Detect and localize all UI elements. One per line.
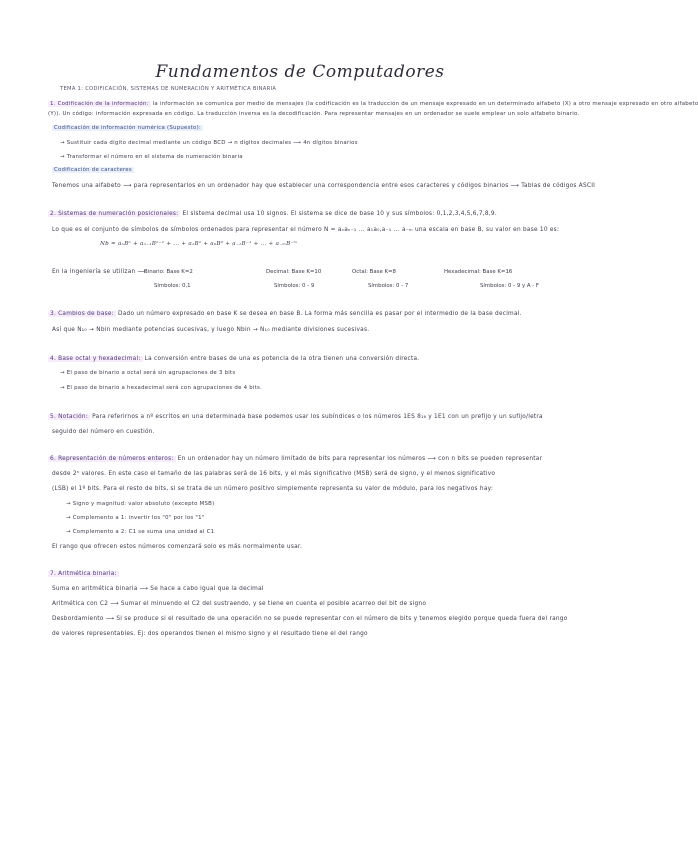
- section-3-line-2: Así que N₁₀ → Nbin mediante potencias sucesivas, y luego Nbin → N₁₀ mediante divisiones sucesivas.: [52, 327, 370, 333]
- section-2-line-1: 2. Sistemas de numeración posicionales: El sistema decimal usa 10 signos. El sistema se dice de base 10 y sus símbolos: 0,1,2,3,4,5,6,7,8,9.: [50, 211, 497, 217]
- page-subtitle: TEMA 1: CODIFICACIÓN, SISTEMAS DE NUMERACIÓN Y ARITMÉTICA BINARIA: [60, 86, 277, 92]
- section-1-line-3: Tenemos una alfabeto ⟶ para representarlos en un ordenador hay que establecer una correspondencia entre esos caracteres y códigos binarios ⟶ Tablas de códigos ASCII: [52, 183, 596, 189]
- section-5-line-1: 5. Notación: Para referirnos a nº escritos en una determinada base podemos usar los subíndices o los números 1ES 8₁₆ y 1E1 con un prefijo y un sufijo/letra: [50, 414, 543, 420]
- section-4-bullet-1: → El paso de binario a octal será sin agrupaciones de 3 bits: [60, 370, 236, 376]
- section-4-bullet-2: → El paso de binario a hexadecimal será con agrupaciones de 4 bits.: [60, 385, 263, 391]
- section-5-line-2: seguido del número en cuestión.: [52, 429, 155, 435]
- section-6-heading: 6. Representación de números enteros:: [50, 456, 174, 462]
- section-1-bullet-1: → Sustituir cada dígito decimal mediante un código BCD → n dígitos decimales ⟶ 4n dígitos binarios: [60, 140, 358, 146]
- section-6-line-1: 6. Representación de números enteros: En un ordenador hay un número limitado de bits para representar los números ⟶ con n bits se pueden representar: [50, 456, 543, 462]
- section-6-line-4: El rango que ofrecen estos números comenzará solo es más normalmente usar.: [52, 544, 303, 550]
- section-4-line-1: 4. Base octal y hexadecimal: La conversión entre bases de una es potencia de la otra tienen una conversión directa.: [50, 356, 420, 362]
- section-1-sub-1: Codificación de información numérica (Supuesto):: [54, 125, 201, 131]
- base-decimal: Decimal: Base K=10 Símbolos: 0 - 9: [266, 269, 322, 289]
- section-7-line-1: Suma en aritmética binaria ⟶ Se hace a cabo igual que la decimal: [52, 586, 264, 592]
- section-6-bullet-1: → Signo y magnitud: valor absoluto (excepto MSB): [66, 501, 215, 507]
- section-6-bullet-3: → Complemento a 2: C1 se suma una unidad al C1: [66, 529, 215, 535]
- section-1-heading: 1. Codificación de la información:: [50, 101, 149, 107]
- base-hexadecimal: Hexadecimal: Base K=16 Símbolos: 0 - 9 y A - F: [444, 269, 540, 289]
- section-1-sub-2: Codificación de caracteres: [54, 167, 132, 173]
- section-7-line-3: Desbordamiento ⟶ Si se produce si el resultado de una operación no se puede representar con el número de bits y tenemos elegido porque queda fuera del rango: [52, 616, 568, 622]
- section-2-formula: Nb = aₙBⁿ + aₙ₋₁Bⁿ⁻¹ + ... + a₁B¹ + a₀B⁰ + a₋₁B⁻¹ + ... + a₋ₘB⁻ᵐ: [100, 241, 298, 247]
- section-3-heading: 3. Cambios de base:: [50, 311, 114, 317]
- section-7-heading-line: [48, 570, 248, 578]
- section-2-line-3: En la ingeniería se utilizan ⟶: [52, 269, 147, 275]
- section-2-heading: 2. Sistemas de numeración posicionales:: [50, 211, 179, 217]
- section-6-line-2: desde 2ⁿ valores. En este caso el tamaño de las palabras será de 16 bits, y el más significativo (MSB) será de signo, y el menos significativo: [52, 471, 496, 477]
- section-3-line-1: 3. Cambios de base: Dado un número expresado en base K se desea en base B. La forma más sencilla es pasar por el intermedio de la base decimal.: [50, 311, 522, 317]
- section-6-bullet-2: → Complemento a 1: invertir los "0" por los "1": [66, 515, 205, 521]
- section-7-line-2: Aritmética con C2 ⟶ Sumar el minuendo el C2 del sustraendo, y se tiene en cuenta el posible acarreo del bit de signo: [52, 601, 427, 607]
- section-1-bullet-2: → Transformar el número en el sistema de numeración binaria: [60, 154, 243, 160]
- section-1-line-2: (Y)). Un código: información expresada en código. La traducción inversa es la decodificación. Para representar mensajes en un ordenador se suele emplear un solo alfabeto binario.: [48, 111, 580, 117]
- base-binary: Binario: Base K=2 Símbolos: 0,1: [144, 269, 193, 289]
- section-7-line-4: de valores representables. Ej: dos operandos tienen el mismo signo y el resultado tiene el del rango: [52, 631, 368, 637]
- base-octal: Octal: Base K=8 Símbolos: 0 - 7: [352, 269, 409, 289]
- section-4-heading: 4. Base octal y hexadecimal:: [50, 356, 141, 362]
- section-1-line-1: 1. Codificación de la información: la información se comunica por medio de mensajes (la codificación es la traducción de un mensaje expresado en un determinado alfabeto (X) a otro mensaje expresado en otro alfabeto: [50, 101, 698, 107]
- section-5-heading: 5. Notación:: [50, 414, 89, 420]
- section-7-heading: 7. Aritmética binaria:: [50, 571, 117, 577]
- section-2-line-2: Lo que es el conjunto de símbolos de símbolos ordenados para representar el número N = aₙaₙ₋₁ ... a₁a₀,a₋₁ ... a₋ₘ una escala en base B, su valor en base 10 es:: [52, 227, 560, 233]
- page-title: Fundamentos de Computadores: [155, 62, 445, 82]
- section-6-line-3: (LSB) el 1º bits. Para el resto de bits, si se trata de un número positivo simplemente representa su valor de módulo, para los negativos hay:: [52, 486, 494, 492]
